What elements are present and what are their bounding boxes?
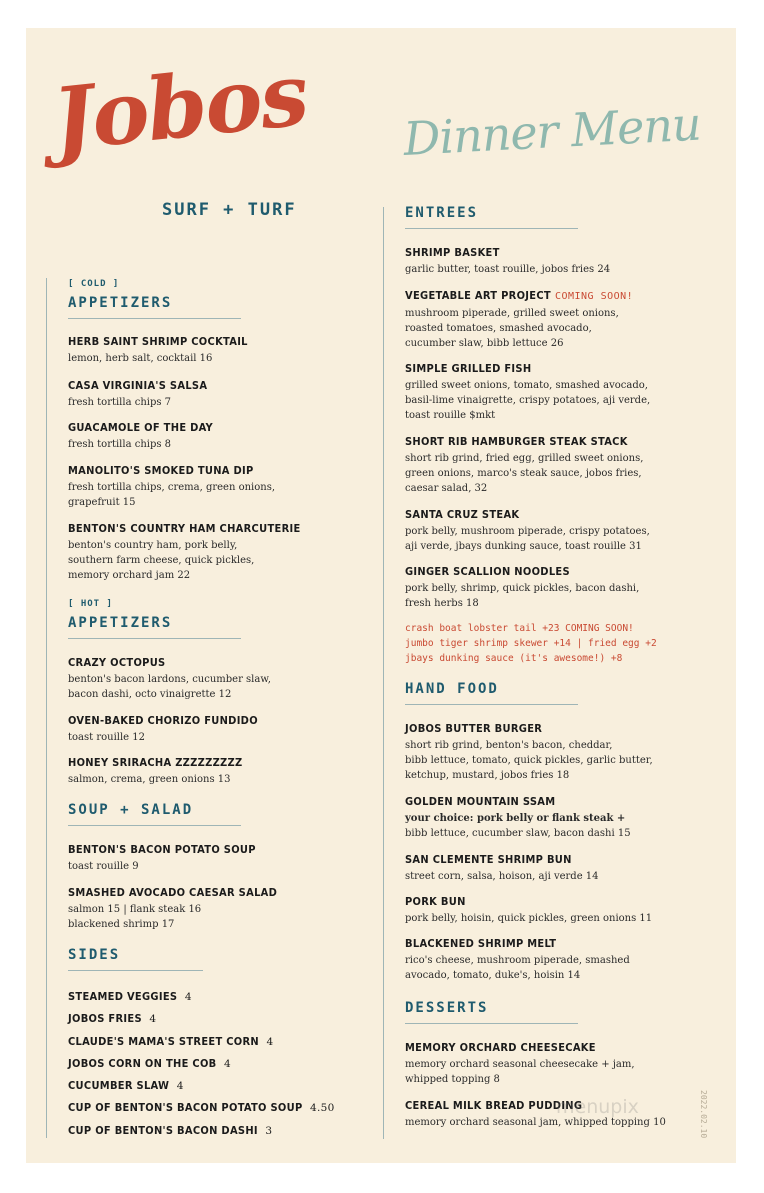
item-desc-bold: your choice: pork belly or flank steak +: [405, 813, 626, 824]
cold-item-4: [68, 464, 368, 510]
sides-heading: SIDES: [68, 947, 121, 963]
item-desc: pork belly, hoisin, quick pickles, green onions 11: [405, 913, 653, 924]
sides-section: [68, 946, 368, 971]
watermark: menupix: [556, 1096, 639, 1118]
jobos-logo: Jobos: [48, 43, 312, 171]
item-desc: benton's bacon lardons, cucumber slaw,: [68, 674, 271, 685]
entree-addons: [405, 621, 725, 666]
side-item: CUP OF BENTON'S BACON POTATO SOUP 4.50: [68, 1101, 335, 1115]
addon-line: jbays dunking sauce (it's awesome!) +8: [405, 653, 623, 664]
item-name: BLACKENED SHRIMP MELT: [405, 937, 557, 950]
side-item: JOBOS FRIES 4: [68, 1012, 157, 1026]
item-desc: grapefruit 15: [68, 497, 136, 508]
item-desc: basil-lime vinaigrette, crispy potatoes, aji verde,: [405, 395, 651, 406]
item-desc: benton's country ham, pork belly,: [68, 540, 238, 551]
item-name: MEMORY ORCHARD CHEESECAKE: [405, 1041, 596, 1054]
item-desc: short rib grind, benton's bacon, cheddar,: [405, 740, 613, 751]
item-name: BENTON'S COUNTRY HAM CHARCUTERIE: [68, 522, 301, 535]
item-desc: grilled sweet onions, tomato, smashed avocado,: [405, 380, 648, 391]
item-name: SANTA CRUZ STEAK: [405, 508, 520, 521]
item-desc: bibb lettuce, cucumber slaw, bacon dashi 15: [405, 828, 631, 839]
item-desc: fresh herbs 18: [405, 598, 479, 609]
item-desc: toast rouille $mkt: [405, 410, 496, 421]
item-name: HERB SAINT SHRIMP COCKTAIL: [68, 335, 248, 348]
section-rule: [68, 638, 241, 639]
item-desc: salmon 15 | flank steak 16: [68, 904, 202, 915]
side-item: STEAMED VEGGIES 4: [68, 990, 192, 1003]
side-item: CUP OF BENTON'S BACON DASHI 3: [68, 1123, 273, 1137]
item-desc: roasted tomatoes, smashed avocado,: [405, 323, 592, 334]
section-rule: [405, 1023, 578, 1024]
hand-food-section: [405, 680, 705, 705]
item-name: HONEY SRIRACHA ZZZZZZZZZ: [68, 756, 243, 769]
cold-tag: [ COLD ]: [68, 279, 120, 289]
hand-item-2: [405, 795, 725, 841]
item-name: CEREAL MILK BREAD PUDDING: [405, 1099, 583, 1112]
cold-item-2: [68, 379, 368, 410]
item-desc: short rib grind, fried egg, grilled sweet onions,: [405, 453, 644, 464]
item-desc: rico's cheese, mushroom piperade, smashed: [405, 955, 630, 966]
item-name: CRAZY OCTOPUS: [68, 656, 166, 669]
cold-item-1: [68, 335, 368, 366]
item-desc: blackened shrimp 17: [68, 919, 175, 930]
soup-item-1: [68, 843, 368, 874]
item-name: PORK BUN: [405, 895, 466, 908]
hand-item-1: [405, 722, 725, 783]
item-desc: avocado, tomato, duke's, hoisin 14: [405, 970, 581, 981]
item-name: BENTON'S BACON POTATO SOUP: [68, 843, 256, 856]
item-desc: fresh tortilla chips 8: [68, 439, 172, 450]
item-desc: aji verde, jbays dunking sauce, toast rouille 31: [405, 541, 642, 552]
side-item: CUCUMBER SLAW 4: [68, 1079, 184, 1093]
item-desc: caesar salad, 32: [405, 483, 488, 494]
entree-item-3: [405, 362, 725, 423]
side-item: JOBOS CORN ON THE COB 4: [68, 1056, 232, 1070]
hot-tag: [ HOT ]: [68, 599, 113, 609]
cold-appetizers-heading: APPETIZERS: [68, 295, 173, 311]
item-desc: southern farm cheese, quick pickles,: [68, 555, 255, 566]
hand-item-4: [405, 895, 725, 926]
item-name: OVEN-BAKED CHORIZO FUNDIDO: [68, 714, 258, 727]
item-name: SMASHED AVOCADO CAESAR SALAD: [68, 886, 278, 899]
item-name: SAN CLEMENTE SHRIMP BUN: [405, 853, 572, 866]
section-rule: [405, 704, 578, 705]
item-name: GINGER SCALLION NOODLES: [405, 565, 570, 578]
hot-item-3: [68, 756, 368, 787]
entrees-section: [405, 204, 705, 229]
hand-item-3: [405, 853, 725, 884]
item-desc: green onions, marco's steak sauce, jobos fries,: [405, 468, 642, 479]
brand-tagline: SURF + TURF: [162, 200, 297, 220]
menu-title: Dinner Menu: [402, 96, 702, 166]
coming-soon-badge: COMING SOON!: [554, 291, 634, 302]
item-desc: fresh tortilla chips, crema, green onions,: [68, 482, 276, 493]
section-rule: [68, 825, 241, 826]
item-desc: bacon dashi, octo vinaigrette 12: [68, 689, 232, 700]
soup-salad-section: [68, 801, 368, 826]
item-desc: toast rouille 12: [68, 732, 145, 743]
item-desc: memory orchard jam 22: [68, 570, 191, 581]
section-rule: [68, 318, 241, 319]
addon-line: jumbo tiger shrimp skewer +14 | fried egg +2: [405, 638, 657, 649]
item-desc: garlic butter, toast rouille, jobos fries 24: [405, 264, 611, 275]
item-name: SHORT RIB HAMBURGER STEAK STACK: [405, 435, 628, 448]
section-rule: [405, 228, 578, 229]
item-name: GOLDEN MOUNTAIN SSAM: [405, 795, 556, 808]
entree-item-1: [405, 246, 725, 277]
item-name: SIMPLE GRILLED FISH: [405, 362, 532, 375]
item-desc: cucumber slaw, bibb lettuce 26: [405, 338, 564, 349]
item-desc: salmon, crema, green onions 13: [68, 774, 231, 785]
entrees-heading: ENTREES: [405, 205, 479, 221]
item-name: GUACAMOLE OF THE DAY: [68, 421, 214, 434]
cold-appetizers-section: [68, 278, 368, 319]
item-desc: toast rouille 9: [68, 861, 139, 872]
hand-item-5: [405, 937, 725, 983]
salad-item-1: [68, 886, 368, 932]
item-name: CASA VIRGINIA'S SALSA: [68, 379, 208, 392]
date-code: 2022.02.10: [699, 1090, 708, 1139]
item-desc: pork belly, mushroom piperade, crispy potatoes,: [405, 526, 650, 537]
item-desc: street corn, salsa, hoison, aji verde 14: [405, 871, 599, 882]
desserts-section: [405, 999, 705, 1024]
item-desc: mushroom piperade, grilled sweet onions,: [405, 308, 619, 319]
item-name: JOBOS BUTTER BURGER: [405, 722, 543, 735]
entree-item-2: [405, 289, 725, 351]
item-desc: whipped topping 8: [405, 1074, 500, 1085]
entree-item-6: [405, 565, 725, 611]
center-column-divider: [383, 207, 384, 1139]
hand-food-heading: HAND FOOD: [405, 681, 499, 697]
item-desc: ketchup, mustard, jobos fries 18: [405, 770, 570, 781]
item-name: MANOLITO'S SMOKED TUNA DIP: [68, 464, 254, 477]
hot-item-2: [68, 714, 368, 745]
sides-list: [68, 990, 378, 1146]
entree-item-5: [405, 508, 725, 554]
left-column-divider: [46, 278, 47, 1138]
item-name: VEGETABLE ART PROJECT COMING SOON!: [405, 289, 634, 302]
section-rule: [68, 970, 203, 971]
hot-appetizers-section: [68, 598, 368, 639]
hot-appetizers-heading: APPETIZERS: [68, 615, 173, 631]
entree-item-4: [405, 435, 725, 496]
cold-item-3: [68, 421, 368, 452]
item-desc: lemon, herb salt, cocktail 16: [68, 353, 213, 364]
item-desc: fresh tortilla chips 7: [68, 397, 172, 408]
item-name: SHRIMP BASKET: [405, 246, 500, 259]
side-item: CLAUDE'S MAMA'S STREET CORN 4: [68, 1034, 274, 1048]
cold-item-5: [68, 522, 368, 583]
desserts-heading: DESSERTS: [405, 1000, 489, 1016]
item-desc: bibb lettuce, tomato, quick pickles, garlic butter,: [405, 755, 653, 766]
addon-line: crash boat lobster tail +23 COMING SOON!: [405, 623, 634, 634]
dessert-item-1: [405, 1041, 725, 1087]
soup-salad-heading: SOUP + SALAD: [68, 802, 194, 818]
hot-item-1: [68, 656, 368, 702]
item-desc: memory orchard seasonal cheesecake + jam,: [405, 1059, 635, 1070]
item-desc: pork belly, shrimp, quick pickles, bacon dashi,: [405, 583, 640, 594]
item-desc: memory orchard seasonal jam, whipped topping 10: [405, 1117, 666, 1128]
